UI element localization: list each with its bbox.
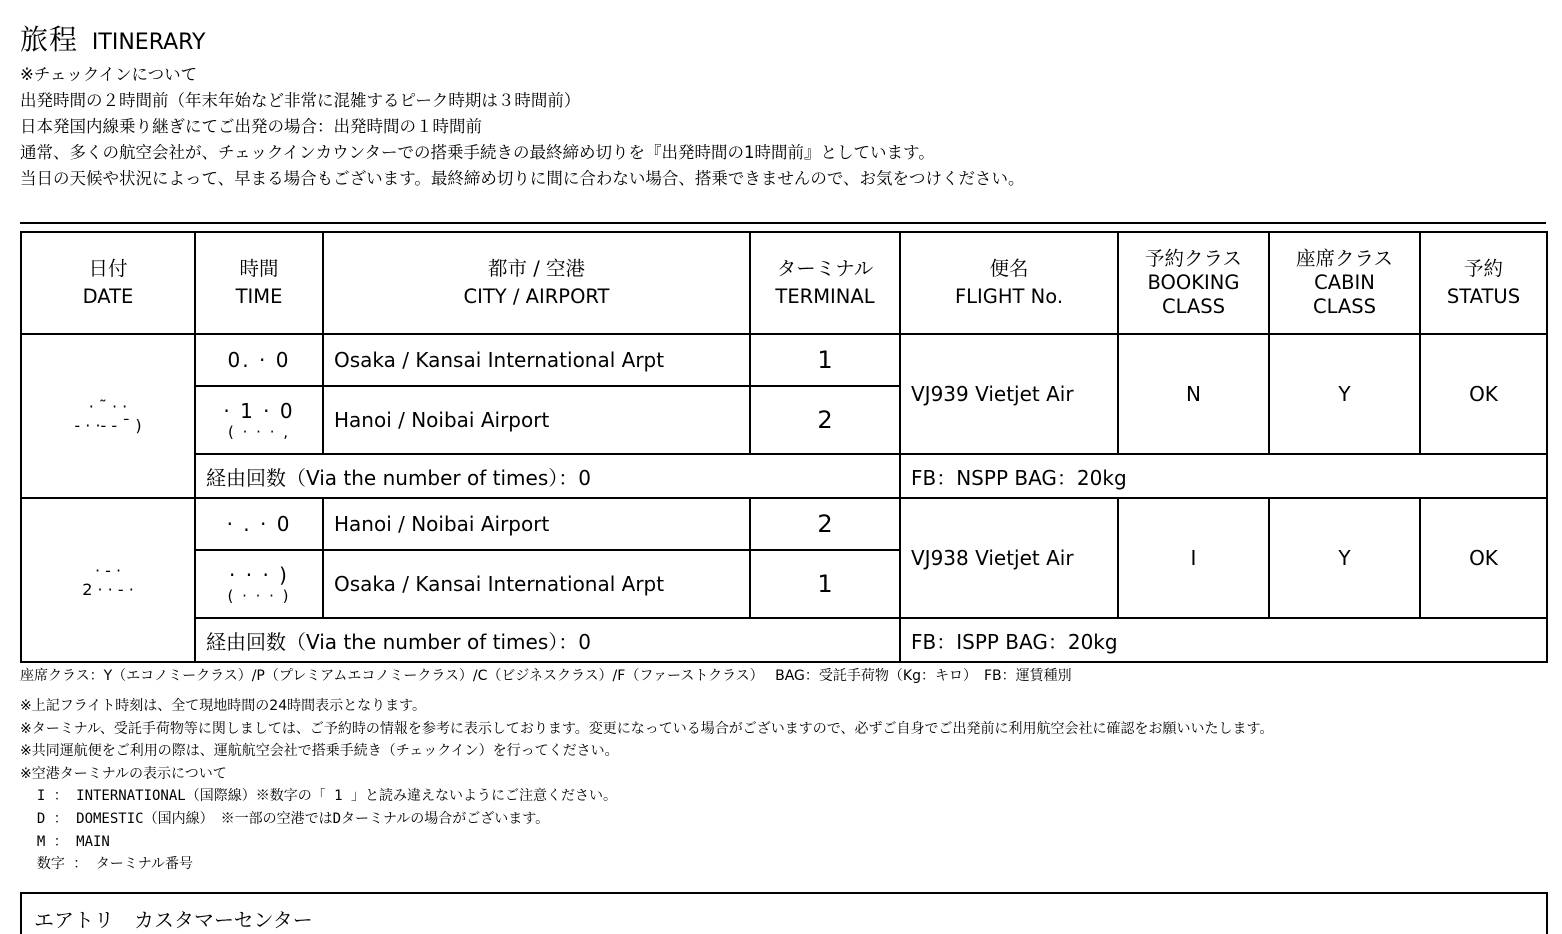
divider [20, 222, 1546, 224]
segment-2-date: · ‐ · 2 · · ‐ · [21, 498, 195, 662]
segment-1-departure-row [21, 334, 1547, 386]
header-cabin-class: 座席クラス CABIN CLASS [1269, 232, 1420, 334]
checkin-notes [20, 62, 1025, 192]
segment-2-arrival-terminal: 1 [750, 550, 900, 618]
class-legend: 座席クラス：Y（エコノミークラス）/P（プレミアムエコノミークラス）/C（ビジネスクラス）/F（ファーストクラス） BAG：受託手荷物（Kg：キロ） FB：運賃種別 [20, 668, 1072, 684]
header-terminal: ターミナル TERMINAL [750, 232, 900, 334]
header-city: 都市 / 空港 CITY / AIRPORT [323, 232, 750, 334]
segment-1-booking-class: N [1118, 334, 1269, 454]
title-en: ITINERARY [91, 30, 206, 55]
segment-1-info-row [21, 454, 1547, 498]
checkin-note: 日本発国内線乗り継ぎにてご出発の場合：出発時間の１時間前 [20, 117, 482, 136]
header-time: 時間 TIME [195, 232, 323, 334]
title-jp: 旅程 [20, 23, 79, 56]
segment-1-arrival-terminal: 2 [750, 386, 900, 454]
checkin-note: ※チェックインについて [20, 65, 198, 84]
segment-1-arrival-city: Hanoi / Noibai Airport [323, 386, 750, 454]
segment-2-departure-row [21, 498, 1547, 550]
footnote: ※ターミナル、受託手荷物等に関しましては、ご予約時の情報を参考に表示しております。変更になっている場合がございますので、必ずご自身でご出発前に利用航空会社に確認をお願いいたします。 [20, 720, 1274, 737]
segment-1-via: 経由回数（Via the number of times）：0 [195, 454, 900, 498]
segment-2-departure-city: Hanoi / Noibai Airport [323, 498, 750, 550]
customer-center-title: エアトリ カスタマーセンター [34, 908, 313, 932]
terminal-code: 数字 ： ターミナル番号 [20, 856, 194, 873]
terminal-code: I ： INTERNATIONAL（国際線）※数字の「 1 」と読み違えないようにご注意ください。 [20, 788, 618, 805]
header-flight: 便名 FLIGHT No. [900, 232, 1118, 334]
customer-center-box [20, 892, 1548, 934]
segment-1-departure-city: Osaka / Kansai International Arpt [323, 334, 750, 386]
header-row [21, 232, 1547, 334]
segment-2-departure-time: · . · 0 [195, 498, 323, 550]
segment-1-date: · ˜ · · - · ·‐ ‐ ˉ ) [21, 334, 195, 498]
footnotes [20, 695, 1273, 876]
segment-1-fare: FB：NSPP BAG：20kg [900, 454, 1547, 498]
segment-2-flight: VJ938 Vietjet Air [900, 498, 1118, 618]
segment-2-arrival-time: · · · ) ( · · · ) [195, 550, 323, 618]
segment-1-arrival-time: · 1 · 0 ( · · · , [195, 386, 323, 454]
segment-2-booking-class: I [1118, 498, 1269, 618]
segment-1-flight: VJ939 Vietjet Air [900, 334, 1118, 454]
segment-1-departure-time: 0. · 0 [195, 334, 323, 386]
segment-2-departure-terminal: 2 [750, 498, 900, 550]
checkin-note: 通常、多くの航空会社が、チェックインカウンターでの搭乗手続きの最終締め切りを『出発時間の1時間前』としています。 [20, 143, 935, 162]
segment-2-fare: FB：ISPP BAG：20kg [900, 618, 1547, 662]
terminal-code: D ： DOMESTIC（国内線） ※一部の空港ではDターミナルの場合がございます。 [20, 810, 550, 827]
segment-2-status: OK [1420, 498, 1547, 618]
segment-1-cabin-class: Y [1269, 334, 1420, 454]
segment-1-status: OK [1420, 334, 1547, 454]
header-booking-class: 予約クラス BOOKING CLASS [1118, 232, 1269, 334]
footnote: ※上記フライト時刻は、全て現地時間の24時間表示となります。 [20, 698, 427, 714]
page-title [20, 18, 205, 58]
segment-2-via: 経由回数（Via the number of times）：0 [195, 618, 900, 662]
segment-2-cabin-class: Y [1269, 498, 1420, 618]
segment-1-departure-terminal: 1 [750, 334, 900, 386]
footnote: ※空港ターミナルの表示について [20, 765, 227, 782]
segment-2-arrival-city: Osaka / Kansai International Arpt [323, 550, 750, 618]
checkin-note: 当日の天候や状況によって、早まる場合もございます。最終締め切りに間に合わない場合、搭乗できませんので、お気をつけください。 [20, 169, 1025, 188]
checkin-note: 出発時間の２時間前（年末年始など非常に混雑するピーク時期は３時間前） [20, 91, 581, 110]
segment-2-info-row [21, 618, 1547, 662]
terminal-code: M ： MAIN [20, 833, 110, 850]
header-status: 予約 STATUS [1420, 232, 1547, 334]
header-date: 日付 DATE [21, 232, 195, 334]
itinerary-table [20, 231, 1548, 663]
footnote: ※共同運航便をご利用の際は、運航航空会社で搭乗手続き（チェックイン）を行ってください。 [20, 743, 619, 760]
